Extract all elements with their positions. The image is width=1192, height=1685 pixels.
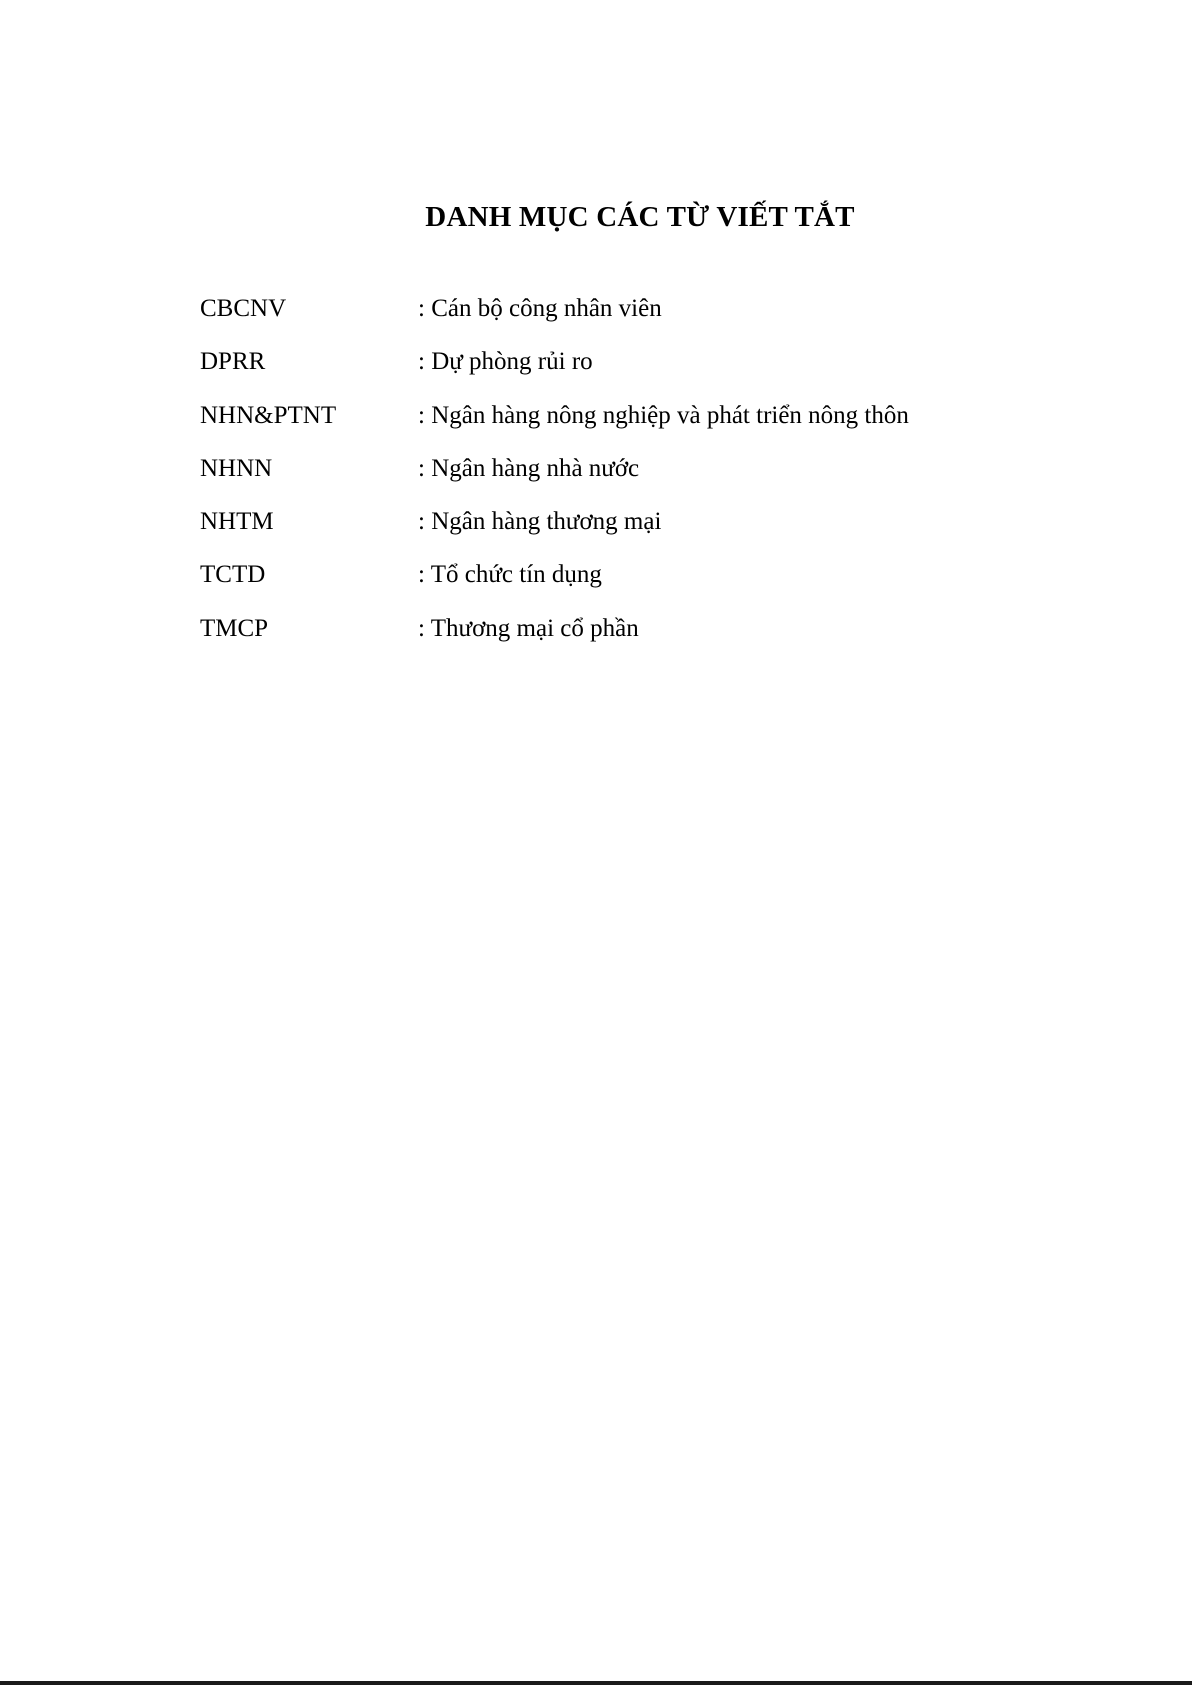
page-title: DANH MỤC CÁC TỪ VIẾT TẮT: [425, 201, 855, 233]
abbreviation-definition: : Cán bộ công nhân viên: [418, 295, 662, 322]
abbreviation-term: TCTD: [200, 561, 266, 589]
abbreviation-list: [200, 292, 1100, 665]
abbreviation-term: NHNN: [200, 454, 273, 482]
abbreviation-term: TMCP: [200, 614, 269, 642]
abbreviation-term: CBCNV: [200, 295, 287, 322]
abbreviation-definition: : Ngân hàng nông nghiệp và phát triển nông thôn: [418, 401, 909, 429]
abbreviation-row: [200, 505, 1100, 558]
abbreviation-definition: : Tổ chức tín dụng: [418, 561, 602, 589]
abbreviation-definition: : Dự phòng rủi ro: [418, 348, 593, 376]
abbreviation-term: NHTM: [200, 508, 274, 536]
abbreviation-row: [200, 399, 1100, 452]
abbreviation-row: [200, 292, 1100, 345]
abbreviation-term: NHN&PTNT: [200, 401, 337, 429]
abbreviation-row: [200, 345, 1100, 398]
abbreviation-term: DPRR: [200, 348, 266, 376]
abbreviation-definition: : Ngân hàng thương mại: [418, 508, 662, 536]
abbreviation-row: [200, 558, 1100, 611]
page-bottom-edge: [0, 1681, 1192, 1685]
abbreviation-definition: : Ngân hàng nhà nước: [418, 454, 640, 482]
abbreviation-definition: : Thương mại cổ phần: [418, 614, 639, 642]
abbreviation-row: [200, 452, 1100, 505]
abbreviation-row: [200, 612, 1100, 665]
